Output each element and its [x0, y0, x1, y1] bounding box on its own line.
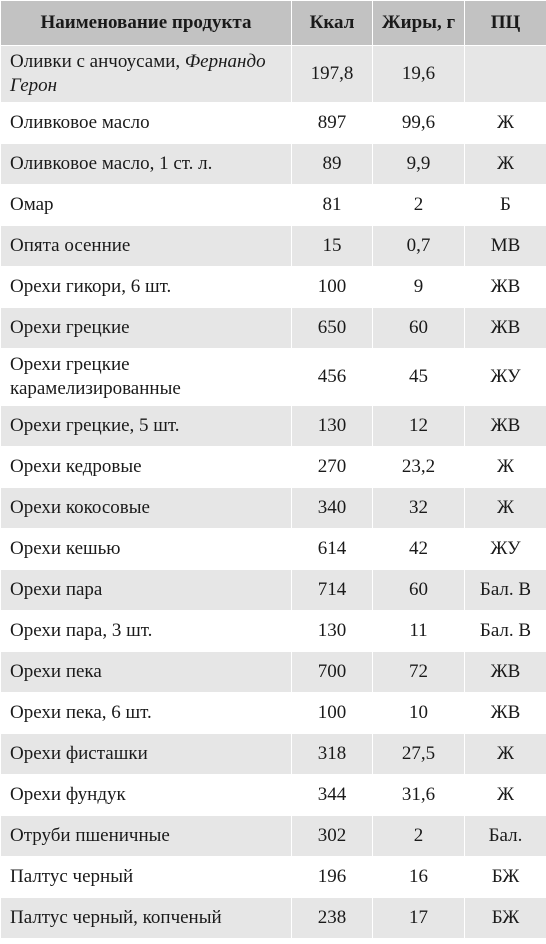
fat-cell: 99,6 — [373, 103, 465, 144]
kcal-cell: 89 — [292, 144, 373, 185]
table-row — [1, 103, 546, 144]
header-product-name: Наименование продукта — [1, 1, 292, 46]
fat-cell: 31,6 — [373, 775, 465, 816]
product-name-cell: Орехи кедровые — [1, 447, 292, 488]
table-row — [1, 144, 546, 185]
table-row — [1, 267, 546, 308]
table-row — [1, 46, 546, 103]
product-name-cell: Орехи кокосовые — [1, 488, 292, 529]
table-row — [1, 529, 546, 570]
kcal-cell: 130 — [292, 406, 373, 447]
table-row — [1, 652, 546, 693]
pc-cell: ЖУ — [465, 529, 546, 570]
kcal-cell: 340 — [292, 488, 373, 529]
pc-cell: ЖВ — [465, 693, 546, 734]
header-fat: Жиры, г — [373, 1, 465, 46]
pc-cell: Бал. — [465, 816, 546, 857]
header-kcal: Ккал — [292, 1, 373, 46]
product-name-cell: Палтус черный — [1, 857, 292, 898]
table-row — [1, 226, 546, 267]
table-row — [1, 308, 546, 349]
pc-cell: МВ — [465, 226, 546, 267]
kcal-cell: 130 — [292, 611, 373, 652]
product-name-cell: Орехи пека — [1, 652, 292, 693]
kcal-cell: 714 — [292, 570, 373, 611]
pc-cell: Ж — [465, 103, 546, 144]
product-name-cell: Орехи кешью — [1, 529, 292, 570]
table-row — [1, 898, 546, 939]
fat-cell: 9 — [373, 267, 465, 308]
product-name-cell: Орехи грецкие — [1, 308, 292, 349]
kcal-cell: 897 — [292, 103, 373, 144]
pc-cell: ЖУ — [465, 349, 546, 406]
table-row — [1, 775, 546, 816]
kcal-cell: 302 — [292, 816, 373, 857]
fat-cell: 60 — [373, 570, 465, 611]
table-row — [1, 488, 546, 529]
kcal-cell: 344 — [292, 775, 373, 816]
product-brand: Фернандо Герон — [10, 51, 266, 96]
pc-cell: БЖ — [465, 898, 546, 939]
fat-cell: 72 — [373, 652, 465, 693]
product-name-cell: Омар — [1, 185, 292, 226]
fat-cell: 9,9 — [373, 144, 465, 185]
fat-cell: 23,2 — [373, 447, 465, 488]
kcal-cell: 318 — [292, 734, 373, 775]
fat-cell: 27,5 — [373, 734, 465, 775]
product-name-cell: Оливковое масло, 1 ст. л. — [1, 144, 292, 185]
product-name-cell: Орехи грецкие карамелизированные — [1, 349, 292, 406]
pc-cell: Ж — [465, 144, 546, 185]
table-row — [1, 857, 546, 898]
fat-cell: 11 — [373, 611, 465, 652]
pc-cell: Бал. В — [465, 570, 546, 611]
pc-cell: Ж — [465, 734, 546, 775]
fat-cell: 2 — [373, 185, 465, 226]
pc-cell: ЖВ — [465, 652, 546, 693]
fat-cell: 12 — [373, 406, 465, 447]
product-name-cell: Орехи пара, 3 шт. — [1, 611, 292, 652]
kcal-cell: 700 — [292, 652, 373, 693]
kcal-cell: 100 — [292, 693, 373, 734]
kcal-cell: 614 — [292, 529, 373, 570]
table-row — [1, 734, 546, 775]
product-name-cell: Орехи пека, 6 шт. — [1, 693, 292, 734]
product-name-cell: Орехи фундук — [1, 775, 292, 816]
fat-cell: 45 — [373, 349, 465, 406]
pc-cell: Ж — [465, 488, 546, 529]
product-name-cell: Отруби пшеничные — [1, 816, 292, 857]
kcal-cell: 456 — [292, 349, 373, 406]
fat-cell: 2 — [373, 816, 465, 857]
kcal-cell: 100 — [292, 267, 373, 308]
kcal-cell: 270 — [292, 447, 373, 488]
fat-cell: 60 — [373, 308, 465, 349]
pc-cell: Ж — [465, 447, 546, 488]
pc-cell: Бал. В — [465, 611, 546, 652]
product-name-cell: Оливковое масло — [1, 103, 292, 144]
product-name: Оливки с анчоусами, — [10, 51, 185, 72]
product-name-cell: Палтус черный, копченый — [1, 898, 292, 939]
product-name-cell: Орехи пара — [1, 570, 292, 611]
table-row — [1, 406, 546, 447]
header-pc: ПЦ — [465, 1, 546, 46]
table-row — [1, 349, 546, 406]
table-row — [1, 816, 546, 857]
kcal-cell: 15 — [292, 226, 373, 267]
fat-cell: 16 — [373, 857, 465, 898]
product-name-cell: Орехи гикори, 6 шт. — [1, 267, 292, 308]
fat-cell: 42 — [373, 529, 465, 570]
pc-cell: Ж — [465, 775, 546, 816]
table-row — [1, 570, 546, 611]
product-name-cell: Опята осенние — [1, 226, 292, 267]
kcal-cell: 650 — [292, 308, 373, 349]
pc-cell: БЖ — [465, 857, 546, 898]
pc-cell: ЖВ — [465, 406, 546, 447]
kcal-cell: 238 — [292, 898, 373, 939]
kcal-cell: 197,8 — [292, 46, 373, 103]
product-name-cell: Орехи грецкие, 5 шт. — [1, 406, 292, 447]
pc-cell: Б — [465, 185, 546, 226]
pc-cell: ЖВ — [465, 267, 546, 308]
table-row — [1, 693, 546, 734]
header-row — [1, 1, 546, 46]
fat-cell: 0,7 — [373, 226, 465, 267]
table-row — [1, 447, 546, 488]
table-row — [1, 185, 546, 226]
kcal-cell: 196 — [292, 857, 373, 898]
fat-cell: 19,6 — [373, 46, 465, 103]
fat-cell: 32 — [373, 488, 465, 529]
table-row — [1, 611, 546, 652]
product-name-cell — [1, 46, 292, 103]
fat-cell: 17 — [373, 898, 465, 939]
kcal-cell: 81 — [292, 185, 373, 226]
pc-cell: ЖВ — [465, 308, 546, 349]
pc-cell — [465, 46, 546, 103]
fat-cell: 10 — [373, 693, 465, 734]
product-name-cell: Орехи фисташки — [1, 734, 292, 775]
